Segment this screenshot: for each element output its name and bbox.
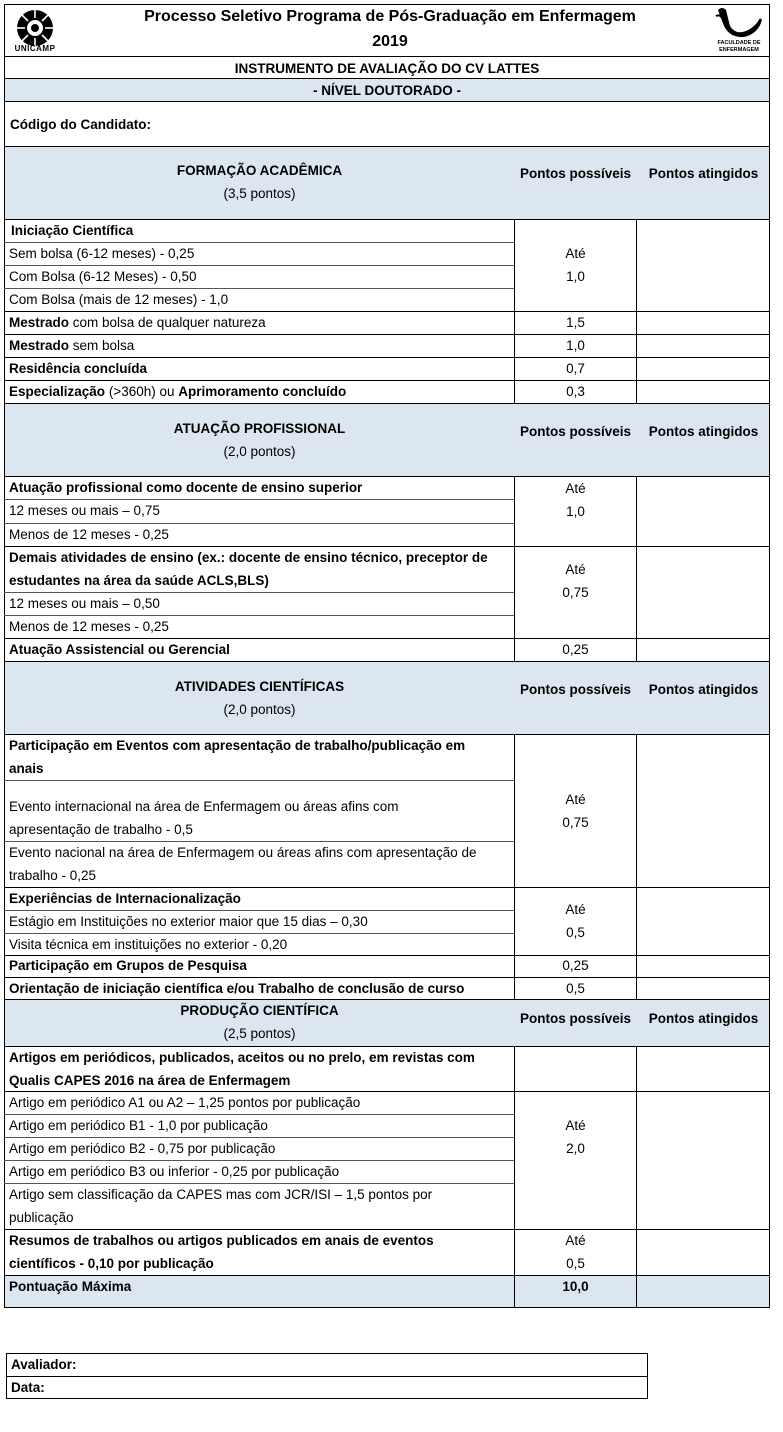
total-label: Pontuação Máxima [9,1279,132,1294]
row-label-bold: Mestrado [9,338,70,353]
points-possible: 0,3 [566,384,585,399]
section-title: PRODUÇÃO CIENTÍFICA [180,1003,339,1018]
col-header-achieved: Pontos atingidos [648,166,759,181]
section-title: ATIVIDADES CIENTÍFICAS [174,679,345,694]
row-label: anais [9,761,44,776]
unicamp-logo-text: UNICAMP [14,44,56,53]
row-label: Visita técnica em instituições no exterior - 0,20 [9,937,288,952]
fenf-logo-text-1: FACULDADE DE [717,40,761,46]
page-title-year: 2019 [372,33,408,50]
col-header-achieved: Pontos atingidos [648,424,759,439]
row-label: Resumos de trabalhos ou artigos publicados em anais de eventos [9,1233,434,1248]
points-possible: Até [565,792,586,807]
row-label: Participação em Eventos com apresentação de trabalho/publicação em [9,738,466,753]
row-label: Iniciação Científica [11,223,134,238]
row-label: Orientação de iniciação científica e/ou Trabalho de conclusão de curso [9,981,465,996]
row-label: estudantes na área da saúde ACLS,BLS) [9,573,269,588]
col-header-possible: Pontos possíveis [519,682,632,697]
points-possible: 0,75 [562,585,589,600]
row-label: Qualis CAPES 2016 na área de Enfermagem [9,1073,291,1088]
fenf-logo-text-2: ENFERMAGEM [719,47,759,53]
section-title: ATUAÇÃO PROFISSIONAL [173,421,346,436]
row-label: Sem bolsa (6-12 meses) - 0,25 [9,246,195,261]
points-possible: 1,0 [566,269,585,284]
row-label: Demais atividades de ensino (ex.: docente de ensino técnico, preceptor de [9,550,488,565]
points-possible: Até [565,902,586,917]
points-possible: 1,0 [566,338,585,353]
page-title: Processo Seletivo Programa de Pós-Graduação em Enfermagem [144,8,636,25]
row-label: científicos - 0,10 por publicação [9,1256,214,1271]
row-label: Artigo em periódico B1 - 1,0 por publicação [9,1118,268,1133]
col-header-possible: Pontos possíveis [519,166,632,181]
points-possible: Até [565,1233,586,1248]
row-label: Evento internacional na área de Enfermagem ou áreas afins com [9,799,399,814]
row-label: Atuação profissional como docente de ensino superior [9,480,363,495]
row-label [4,311,512,334]
points-possible: 1,5 [566,315,585,330]
section-title: FORMAÇÃO ACADÊMICA [176,163,343,178]
row-label: Artigos em periódicos, publicados, aceitos ou no prelo, em revistas com [9,1050,475,1065]
row-label-bold: Especialização [9,384,106,399]
points-possible: 0,5 [566,981,585,996]
col-header-possible: Pontos possíveis [519,1011,632,1026]
row-label-rest: sem bolsa [69,338,135,353]
row-label: trabalho - 0,25 [9,868,97,883]
row-label-rest: (>360h) ou [105,384,179,399]
section-points: (2,5 pontos) [223,1026,296,1041]
row-label: 12 meses ou mais – 0,75 [9,503,160,518]
points-possible: 1,0 [566,504,585,519]
row-label: Com Bolsa (6-12 Meses) - 0,50 [9,269,197,284]
col-header-achieved: Pontos atingidos [648,682,759,697]
section-points: (2,0 pontos) [223,444,296,459]
row-label: Evento nacional na área de Enfermagem ou áreas afins com apresentação de [9,845,477,860]
points-possible: 0,7 [566,361,585,376]
row-label: Residência concluída [9,361,148,376]
points-possible: Até [565,562,586,577]
document-subtitle: INSTRUMENTO DE AVALIAÇÃO DO CV LATTES [4,56,770,79]
row-label: Participação em Grupos de Pesquisa [9,958,247,973]
row-label: publicação [9,1210,74,1225]
row-label: Artigo sem classificação da CAPES mas com JCR/ISI – 1,5 pontos por [9,1187,433,1202]
row-label: Artigo em periódico B2 - 0,75 por publicação [9,1141,276,1156]
points-possible: 0,5 [566,1256,585,1271]
row-label: Atuação Assistencial ou Gerencial [9,642,230,657]
row-label: Experiências de Internacionalização [9,891,241,906]
row-label: Com Bolsa (mais de 12 meses) - 1,0 [9,292,229,307]
points-possible: 0,25 [562,642,589,657]
points-possible: 0,5 [566,925,585,940]
points-possible: Até [565,1118,586,1133]
total-value: 10,0 [562,1279,589,1294]
row-label: Menos de 12 meses - 0,25 [9,619,169,634]
candidate-code-label: Código do Candidato: [4,102,770,147]
row-label [4,380,512,403]
section-points: (2,0 pontos) [223,702,296,717]
date-label: Data: [11,1380,45,1395]
points-possible: 0,75 [562,815,589,830]
row-label: Artigo em periódico B3 ou inferior - 0,25 por publicação [9,1164,340,1179]
row-label: Menos de 12 meses - 0,25 [9,527,169,542]
row-label-bold: Aprimoramento concluído [178,384,347,399]
row-label: apresentação de trabalho - 0,5 [9,822,193,837]
col-header-possible: Pontos possíveis [519,424,632,439]
points-possible: 0,25 [562,958,589,973]
row-label: Artigo em periódico A1 ou A2 – 1,25 pontos por publicação [9,1095,361,1110]
row-label [4,334,512,357]
row-label-rest: com bolsa de qualquer natureza [69,315,266,330]
section-points: (3,5 pontos) [223,186,296,201]
row-label-bold: Mestrado [9,315,70,330]
col-header-achieved: Pontos atingidos [648,1011,759,1026]
points-possible: 2,0 [566,1141,585,1156]
fenf-logo [714,6,764,40]
level-banner: - NÍVEL DOUTORADO - [4,79,770,102]
row-label: 12 meses ou mais – 0,50 [9,596,160,611]
nursing-lamp-icon [714,6,764,40]
evaluator-label: Avaliador: [11,1357,77,1372]
points-possible: Até [565,481,586,496]
points-possible: Até [565,246,586,261]
row-label: Estágio em Instituições no exterior maior que 15 dias – 0,30 [9,914,368,929]
